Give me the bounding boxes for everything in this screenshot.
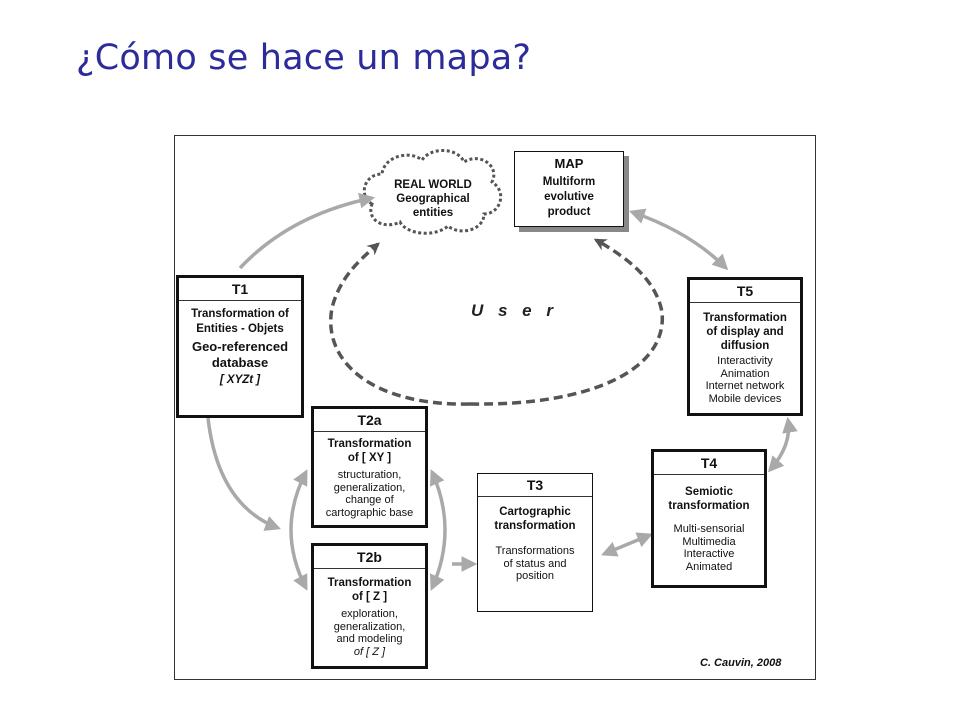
t5-line3: diffusion bbox=[720, 340, 770, 352]
map-line1: Multiform bbox=[542, 176, 596, 188]
t1-header: T1 bbox=[179, 278, 301, 301]
arrow-map-t5 bbox=[632, 212, 726, 268]
real-world-line3: entities bbox=[412, 207, 454, 219]
t2b-line1: Transformation bbox=[327, 577, 412, 589]
t4-line4: Multimedia bbox=[682, 535, 736, 548]
t3-box bbox=[477, 473, 593, 612]
t2a-line3: structuration, bbox=[337, 469, 402, 481]
t4-line6: Animated bbox=[685, 560, 733, 573]
t3-header: T3 bbox=[478, 474, 592, 497]
t3-line2: transformation bbox=[494, 520, 576, 532]
t2b-line6: of [ Z ] bbox=[353, 645, 386, 658]
t1-line3: Geo-referenced bbox=[191, 339, 289, 354]
t1-line5: [ XYZt ] bbox=[219, 374, 261, 386]
map-header: MAP bbox=[554, 156, 584, 171]
map-line3: product bbox=[547, 206, 591, 218]
t2b-box bbox=[311, 543, 428, 669]
user-label: U s e r bbox=[471, 301, 558, 320]
user-loop-right bbox=[470, 240, 662, 404]
t4-header: T4 bbox=[654, 452, 764, 475]
t4-box bbox=[651, 449, 767, 588]
arrow-t4-t5 bbox=[770, 420, 789, 470]
t4-line5: Interactive bbox=[683, 548, 735, 560]
t3-line1: Cartographic bbox=[499, 506, 571, 518]
t1-line2: Entities - Objets bbox=[196, 323, 284, 335]
t2a-line4: generalization, bbox=[333, 481, 406, 494]
t2a-line5: change of bbox=[345, 494, 394, 506]
arrow-t1-to-t2a bbox=[208, 418, 278, 528]
t3-line4: of status and bbox=[503, 557, 567, 570]
t5-line5: Animation bbox=[720, 367, 770, 380]
t2a-line6: cartographic base bbox=[325, 506, 414, 519]
arrow-t3-t4 bbox=[604, 535, 650, 554]
t5-line4: Interactivity bbox=[717, 355, 773, 367]
user-loop-left bbox=[331, 244, 470, 404]
t1-line1: Transformation of bbox=[191, 308, 289, 320]
t2b-line4: generalization, bbox=[333, 620, 406, 633]
t3-line3: Transformations bbox=[495, 545, 575, 557]
credit-label: C. Cauvin, 2008 bbox=[700, 657, 782, 669]
t4-line3: Multi-sensorial bbox=[673, 523, 745, 535]
t2a-line2: of [ XY ] bbox=[347, 452, 392, 464]
t5-line1: Transformation bbox=[703, 312, 787, 324]
real-world-label bbox=[378, 178, 488, 220]
t4-line1: Semiotic bbox=[685, 486, 733, 498]
map-box bbox=[514, 151, 624, 227]
t1-line4: database bbox=[211, 355, 269, 370]
arrow-t2a-t2b-left bbox=[291, 472, 306, 588]
arrow-t1-to-real-world bbox=[240, 198, 372, 268]
t5-line2: of display and bbox=[706, 326, 784, 338]
real-world-line2: Geographical bbox=[396, 193, 470, 205]
page-title: ¿Cómo se hace un mapa? bbox=[76, 38, 532, 78]
t1-box bbox=[176, 275, 304, 418]
t2a-line1: Transformation bbox=[327, 438, 412, 450]
t3-line5: position bbox=[516, 570, 554, 582]
t2b-line2: of [ Z ] bbox=[351, 591, 388, 603]
t2a-header: T2a bbox=[314, 409, 425, 432]
map-line2: evolutive bbox=[544, 191, 594, 203]
t2a-box bbox=[311, 406, 428, 528]
t2b-header: T2b bbox=[314, 546, 425, 569]
t5-box bbox=[687, 277, 803, 416]
t2b-line5: and modeling bbox=[336, 633, 403, 645]
real-world-title: REAL WORLD bbox=[394, 179, 472, 191]
t4-line2: transformation bbox=[668, 500, 750, 512]
t5-line6: Internet network bbox=[705, 380, 785, 392]
t5-line7: Mobile devices bbox=[708, 392, 782, 405]
t5-header: T5 bbox=[690, 280, 800, 303]
t2b-line3: exploration, bbox=[341, 608, 398, 620]
arrow-t2a-t2b-right bbox=[432, 472, 445, 588]
